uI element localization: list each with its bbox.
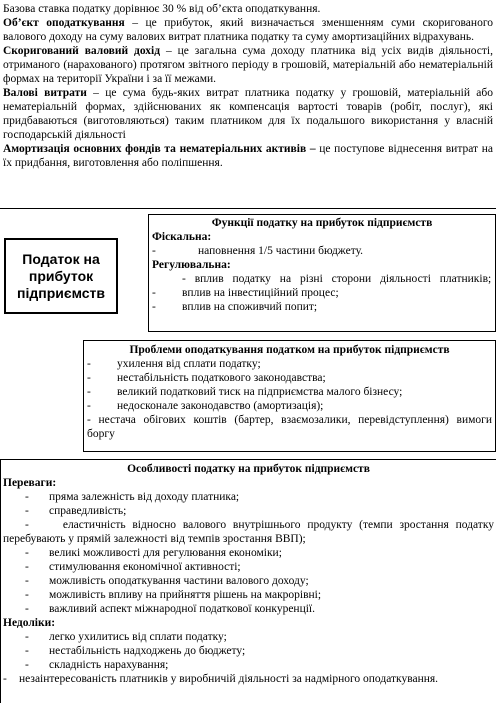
problems-box	[83, 340, 496, 452]
tax-rate-line: Базова ставка податку дорівнює 30 % від об’єкта оподаткування.	[3, 3, 321, 15]
regulatory-label: Регулювальна:	[152, 259, 231, 271]
list-item: - недосконале законодавство (амортизація);	[87, 400, 324, 412]
list-item: - можливість впливу на прийняття рішень на макрорівні;	[25, 589, 322, 601]
list-item: - пряма залежність від доходу платника;	[25, 491, 240, 503]
list-item: - важливий аспект міжнародної податкової конкуренції.	[25, 603, 315, 615]
list-item: - можливість оподаткування частини валового доходу;	[25, 575, 309, 587]
features-box	[0, 459, 496, 703]
tax-label: Податок на прибуток підприємств	[17, 250, 105, 301]
list-item: - наповнення 1/5 частини бюджету.	[152, 245, 364, 257]
list-item: - еластичність відносно валового внутрішнього продукту (темпи зростання податку перебувають у прямій залежності від темпів зростання ВВП);	[3, 519, 494, 545]
functions-title: Функції податку на прибуток підприємств	[211, 217, 433, 229]
amortization-definition: Амортизація основних фондів та нематеріальних активів – це поступове віднесення витрат на їх придбання, виготовлення або поліпшення.	[3, 143, 493, 169]
list-item: - легко ухилитись від сплати податку;	[25, 631, 227, 643]
list-item: - складність нарахування;	[25, 659, 169, 671]
object-definition: Об’єкт оподаткування – це прибуток, який визначається зменшенням суми скоригованого валового доходу на суму валових витрат платника податку та суму амортизаційних відрахувань.	[3, 17, 493, 43]
list-item: - вплив на інвестиційний процес;	[152, 287, 339, 299]
list-item: - ухилення від сплати податку;	[87, 358, 261, 370]
problems-title: Проблеми оподаткування податком на прибуток підприємств	[129, 344, 450, 356]
gross-expenses-definition: Валові витрати – це сума будь-яких витрат платника податку у грошовій, матеріальній або нематеріальній формах, здійснюваних як компенсація вартості товарів (робіт, послуг), які придбаваються (виготовляються) таким платником для їх подальшого використання у власній господарській діяльності	[3, 87, 493, 141]
list-item: - вплив податку на різні сторони діяльності платників;	[182, 273, 492, 285]
list-item: - нестабільність податкового законодавства;	[87, 372, 326, 384]
list-item: - нестача обігових коштів (бартер, взаємозалики, перевідступлення) вимоги боргу	[87, 414, 493, 440]
functions-box	[148, 214, 496, 332]
fiscal-label: Фіскальна:	[152, 231, 212, 243]
list-item: - великий податковий тиск на підприємства малого бізнесу;	[87, 386, 403, 398]
list-item: - справедливість;	[25, 505, 127, 517]
definitions-box	[0, 0, 496, 209]
list-item: - стимулювання економічної активності;	[25, 561, 241, 573]
list-item: - незаінтересованість платників у виробничій діяльності за надмірного оподаткування.	[3, 673, 439, 685]
list-item: - нестабільність надходжень до бюджету;	[25, 645, 246, 657]
advantages-label: Переваги:	[3, 477, 57, 489]
list-item: - вплив на споживчий попит;	[152, 301, 318, 313]
list-item: - великі можливості для регулювання економіки;	[25, 547, 282, 559]
tax-label-box	[4, 238, 118, 314]
features-title: Особливості податку на прибуток підприємств	[127, 463, 370, 475]
gross-income-definition: Скоригований валовий дохід – це загальна сума доходу платника від усіх видів діяльності, отриманого (нарахованого) протягом звітного періоду в грошовій, матеріальній або нематеріальній формах на території України і за її межами.	[3, 45, 493, 85]
disadvantages-label: Недоліки:	[3, 617, 56, 629]
